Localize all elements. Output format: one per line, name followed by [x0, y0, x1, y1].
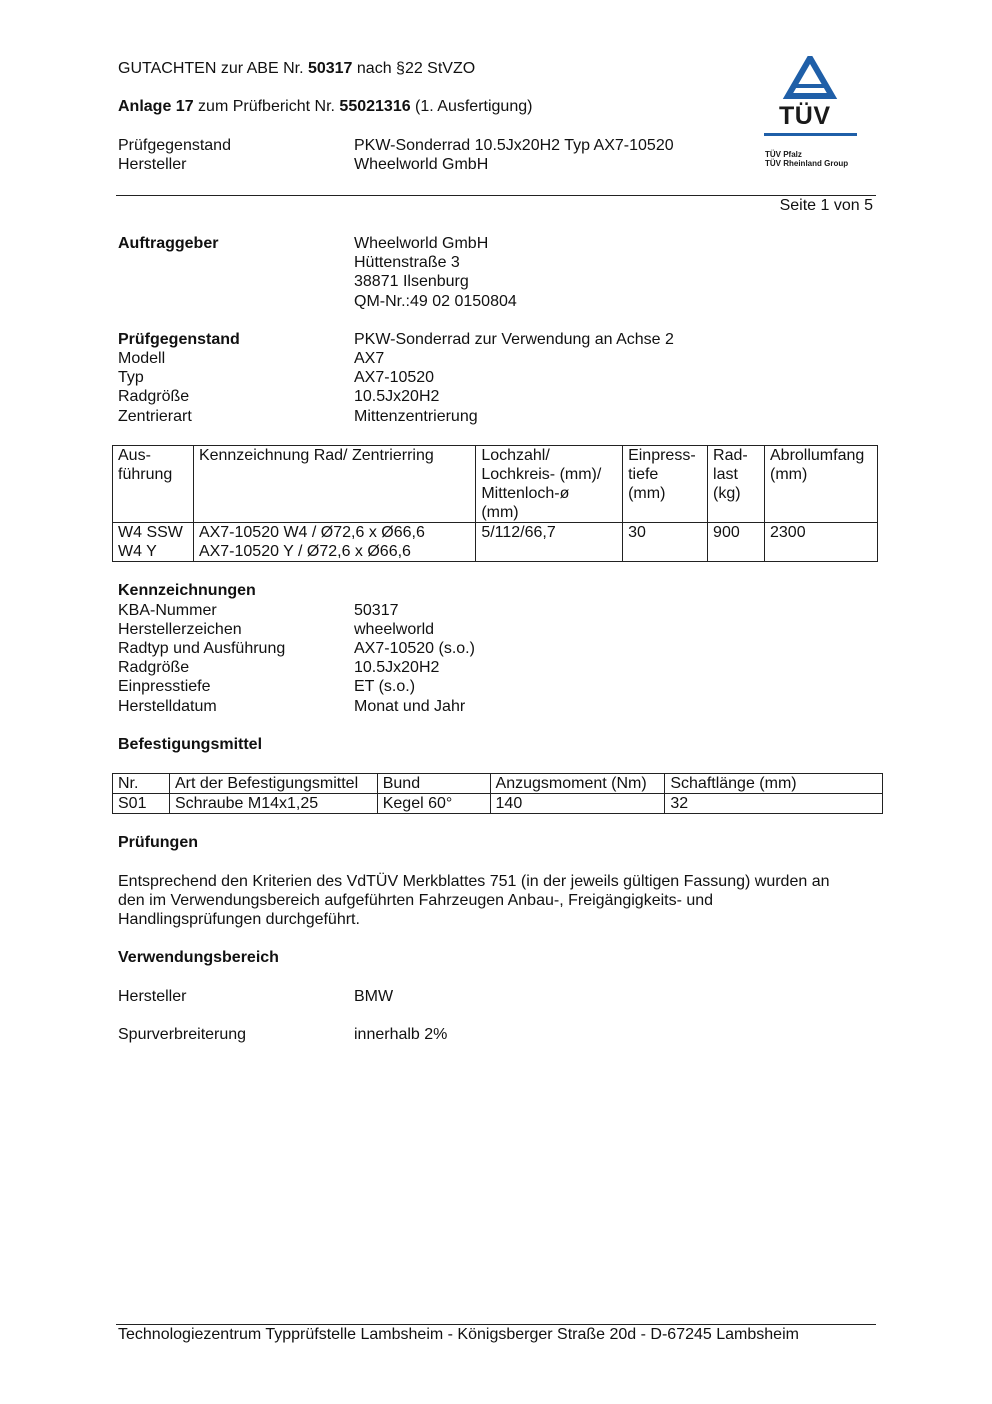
kennzeichnung-value: AX7-10520 (s.o.): [354, 640, 475, 657]
kennzeichnung-value: ET (s.o.): [354, 678, 416, 695]
verwendung-title: Verwendungsbereich: [118, 949, 279, 966]
spec-cell: W4 SSW W4 Y: [113, 523, 194, 562]
befestigung-header-cell: Schaftlänge (mm): [665, 774, 883, 794]
pruefgegenstand-row-value: AX7: [354, 350, 385, 367]
kennzeichnungen-title: Kennzeichnungen: [118, 582, 256, 599]
spec-header-cell: Rad- last (kg): [708, 446, 765, 523]
kennzeichnung-label: Radtyp und Ausführung: [118, 640, 286, 657]
befestigung-header-row: [113, 774, 883, 794]
pruefgegenstand-row-value: Mittenzentrierung: [354, 408, 478, 425]
befestigung-table: [112, 773, 883, 814]
footer-text: Technologiezentrum Typprüfstelle Lambsheim - Königsberger Straße 20d - D-67245 Lambsheim: [118, 1326, 799, 1343]
pruefungen-text-line: Entsprechend den Kriterien des VdTÜV Merkblattes 751 (in der jeweils gültigen Fassung) wurden an: [118, 873, 830, 890]
verwendung-label: Hersteller: [118, 988, 187, 1005]
auftraggeber-line: QM-Nr.:49 02 0150804: [354, 293, 517, 310]
spec-cell: 2300: [765, 523, 878, 562]
pruefungen-text-line: Handlingsprüfungen durchgeführt.: [118, 911, 360, 928]
tuev-logo-sub2: TÜV Rheinland Group: [765, 159, 849, 168]
spec-header-cell: Einpress- tiefe (mm): [623, 446, 708, 523]
header-line-2: Anlage 17 zum Prüfbericht Nr. 55021316 (1. Ausfertigung): [118, 98, 533, 115]
auftraggeber-label: Auftraggeber: [118, 235, 219, 252]
verwendung-value: BMW: [354, 988, 394, 1005]
spec-header-cell: Lochzahl/ Lochkreis- (mm)/ Mittenloch-ø (mm): [476, 446, 623, 523]
spec-header-cell: Kennzeichnung Rad/ Zentrierring: [193, 446, 475, 523]
befestigung-title: Befestigungsmittel: [118, 736, 263, 753]
table-row: [113, 794, 883, 814]
befestigung-cell: 32: [665, 794, 883, 814]
verwendung-value: innerhalb 2%: [354, 1026, 448, 1043]
kennzeichnung-value: 50317: [354, 602, 399, 619]
pruefgegenstand-row-label: Radgröße: [118, 388, 190, 405]
befestigung-header-cell: Anzugsmoment (Nm): [490, 774, 665, 794]
befestigung-header-cell: Bund: [377, 774, 490, 794]
header-line-1: GUTACHTEN zur ABE Nr. 50317 nach §22 StVZO: [118, 60, 476, 77]
spec-cell: AX7-10520 W4 / Ø72,6 x Ø66,6 AX7-10520 Y / Ø72,6 x Ø66,6: [193, 523, 475, 562]
befestigung-cell: S01: [113, 794, 170, 814]
pruefungen-text-line: den im Verwendungsbereich aufgeführten Fahrzeugen Anbau-, Freigängigkeits- und: [118, 892, 714, 909]
verwendung-label: Spurverbreiterung: [118, 1026, 247, 1043]
befestigung-header-cell: Nr.: [113, 774, 170, 794]
befestigung-cell: Kegel 60°: [377, 794, 490, 814]
spec-table: [112, 445, 878, 562]
header-value-hersteller: Wheelworld GmbH: [354, 156, 489, 173]
tuev-logo-sub1: TÜV Pfalz: [765, 150, 802, 159]
spec-cell: 5/112/66,7: [476, 523, 623, 562]
pruefgegenstand-value: PKW-Sonderrad zur Verwendung an Achse 2: [354, 331, 674, 348]
header-divider: [116, 195, 876, 196]
kennzeichnung-label: KBA-Nummer: [118, 602, 217, 619]
pruefungen-title: Prüfungen: [118, 834, 198, 851]
spec-cell: 900: [708, 523, 765, 562]
pruefgegenstand-row-value: 10.5Jx20H2: [354, 388, 440, 405]
pruefgegenstand-row-label: Modell: [118, 350, 166, 367]
header-value-pruefgegenstand: PKW-Sonderrad 10.5Jx20H2 Typ AX7-10520: [354, 137, 674, 154]
kennzeichnung-label: Herstelldatum: [118, 698, 217, 715]
tuev-logo-bar: [764, 133, 857, 136]
kennzeichnung-label: Radgröße: [118, 659, 190, 676]
spec-table-header-row: [113, 446, 878, 523]
pruefgegenstand-row-label: Typ: [118, 369, 144, 386]
page-indicator: Seite 1 von 5: [779, 197, 873, 214]
spec-cell: 30: [623, 523, 708, 562]
befestigung-cell: 140: [490, 794, 665, 814]
spec-header-cell: Abrollumfang (mm): [765, 446, 878, 523]
kennzeichnung-label: Herstellerzeichen: [118, 621, 242, 638]
kennzeichnung-label: Einpresstiefe: [118, 678, 211, 695]
table-row: [113, 523, 878, 562]
auftraggeber-line: Wheelworld GmbH: [354, 235, 489, 252]
befestigung-cell: Schraube M14x1,25: [169, 794, 377, 814]
kennzeichnung-value: wheelworld: [354, 621, 435, 638]
kennzeichnung-value: Monat und Jahr: [354, 698, 466, 715]
tuev-logo: [764, 56, 860, 176]
tuev-logo-text: TÜV: [779, 102, 831, 130]
spec-header-cell: Aus- führung: [113, 446, 194, 523]
befestigung-header-cell: Art der Befestigungsmittel: [169, 774, 377, 794]
pruefgegenstand-label: Prüfgegenstand: [118, 331, 240, 348]
pruefgegenstand-row-label: Zentrierart: [118, 408, 192, 425]
header-label-hersteller: Hersteller: [118, 156, 187, 173]
pruefgegenstand-row-value: AX7-10520: [354, 369, 435, 386]
auftraggeber-line: 38871 Ilsenburg: [354, 273, 469, 290]
auftraggeber-line: Hüttenstraße 3: [354, 254, 460, 271]
kennzeichnung-value: 10.5Jx20H2: [354, 659, 440, 676]
header-label-pruefgegenstand: Prüfgegenstand: [118, 137, 231, 154]
